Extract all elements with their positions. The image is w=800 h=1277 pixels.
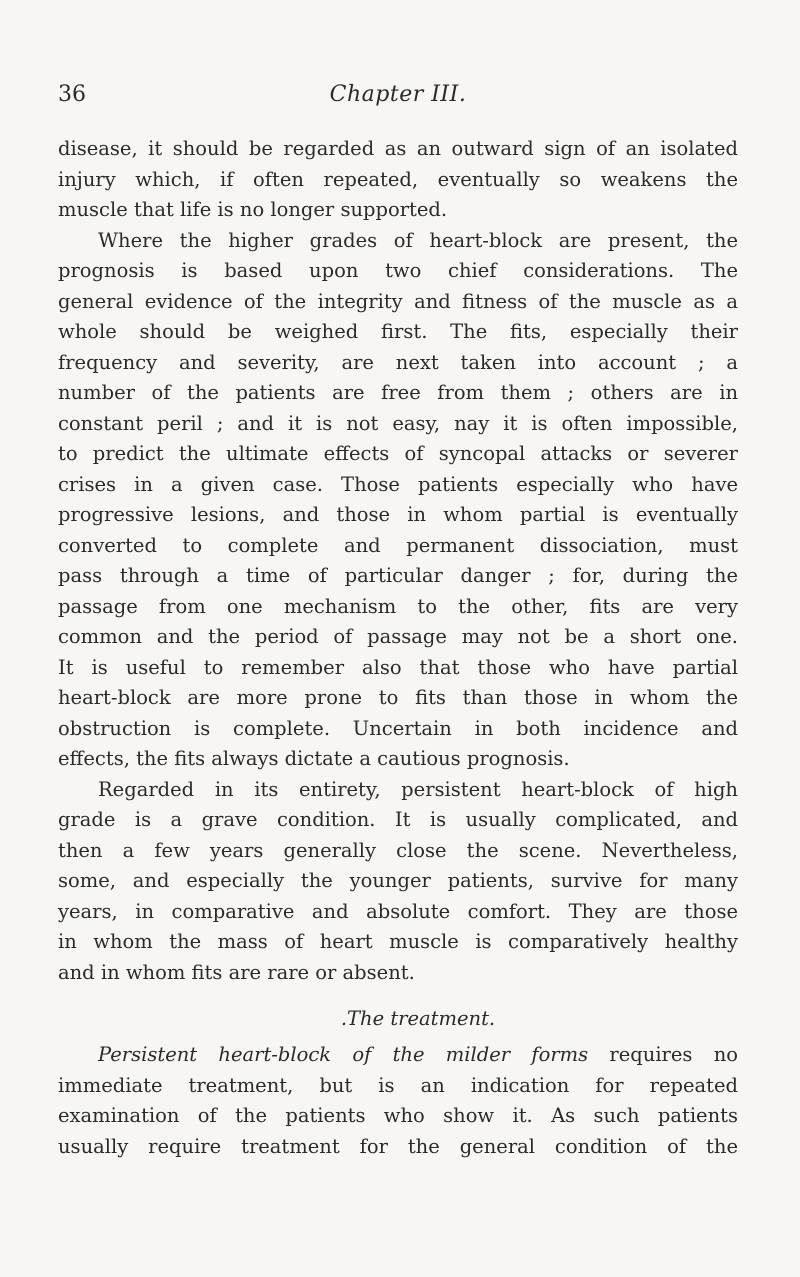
paragraph-2 (58, 226, 738, 775)
text-line: grade is a grave condition. It is usually complicated, and (58, 808, 738, 831)
text-line: some, and especially the younger patients, survive for many (58, 869, 738, 892)
text-line: muscle that life is no longer supported. (58, 198, 448, 221)
running-head (58, 82, 738, 116)
text-line: immediate treatment, but is an indication for repeated (58, 1073, 738, 1097)
text-line: in whom the mass of heart muscle is comparatively healthy (58, 930, 738, 953)
text-line: constant peril ; and it is not easy, nay it is often impossible, (58, 411, 738, 435)
text-line: injury which, if often repeated, eventually so weakens the (58, 167, 738, 191)
text-line: general evidence of the integrity and fitness of the muscle as a (58, 289, 738, 313)
text-line: pass through a time of particular danger ; for, during the (58, 564, 738, 587)
paragraph-1 (58, 134, 738, 226)
text-line: It is useful to remember also that those who have partial (58, 655, 738, 679)
text-line: prognosis is based upon two chief considerations. The (58, 259, 738, 282)
text-line: Regarded in its entirety, persistent heart-block of high (98, 777, 738, 801)
italic-lead: Persistent heart-block of the milder forms (98, 1043, 589, 1066)
text-line (58, 1040, 738, 1071)
text-line: obstruction is complete. Uncertain in both incidence and (58, 716, 738, 740)
lead-rest: requires no (588, 1043, 738, 1066)
page-number: 36 (58, 82, 86, 107)
text-line: passage from one mechanism to the other, fits are very (58, 594, 738, 618)
text-line: frequency and severity, are next taken into account ; a (58, 350, 738, 374)
text-line: effects, the fits always dictate a cautious prognosis. (58, 747, 570, 770)
text-line: whole should be weighed first. The fits, especially their (58, 320, 738, 343)
text-line: converted to complete and permanent dissociation, must (58, 533, 738, 557)
text-line: heart-block are more prone to fits than those in whom the (58, 686, 738, 709)
chapter-title: Chapter III. (329, 82, 467, 107)
paragraph-3 (58, 775, 738, 989)
text-line: crises in a given case. Those patients especially who have (58, 472, 738, 496)
text-line: and in whom fits are rare or absent. (58, 960, 415, 984)
text-line: to predict the ultimate effects of syncopal attacks or severer (58, 442, 738, 465)
section-heading: .The treatment. (340, 1007, 496, 1030)
text-line: years, in comparative and absolute comfort. They are those (58, 899, 738, 923)
body-text (58, 134, 738, 1162)
text-line: progressive lesions, and those in whom partial is eventually (58, 503, 738, 526)
paragraph-4 (58, 1040, 738, 1162)
text-line: then a few years generally close the scene. Nevertheless, (58, 838, 738, 862)
text-line: examination of the patients who show it. As such patients (58, 1104, 738, 1127)
text-line: disease, it should be regarded as an outward sign of an isolated (58, 137, 738, 160)
text-line: Where the higher grades of heart-block are present, the (98, 228, 738, 252)
text-line: usually require treatment for the general condition of the (58, 1134, 738, 1158)
text-line: common and the period of passage may not be a short one. (58, 625, 738, 648)
text-line: number of the patients are free from them ; others are in (58, 381, 738, 404)
